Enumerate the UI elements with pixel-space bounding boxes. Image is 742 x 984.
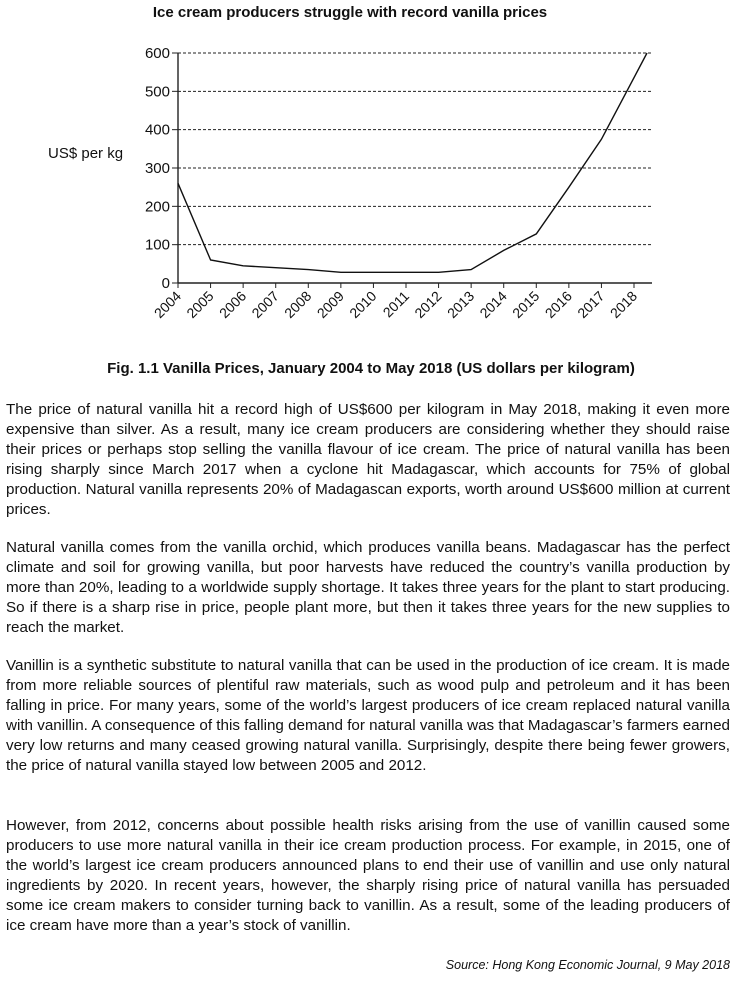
article-paragraph-4: However, from 2012, concerns about possible health risks arising from the use of vanillin caused some producers to use more natural vanilla in their ice cream production process. For example, in 2015, one of the world’s largest ice cream producers announced plans to end their use of vanillin and use only natural ingredients by 2020. In recent years, however, the sharply rising price of natural vanilla has persuaded some ice cream makers to consider turning back to vanillin. As a result, some of the leading producers of ice cream have more than a year’s stock of vanillin. (6, 817, 730, 934)
x-tick-label-2016: 2016 (541, 287, 575, 322)
chart-gridlines (178, 53, 652, 245)
vanilla-price-chart (0, 30, 742, 350)
x-tick-labels (151, 288, 640, 321)
x-tick-label-2011: 2011 (379, 287, 413, 321)
y-tick-labels (145, 45, 170, 292)
x-tick-label-2005: 2005 (183, 287, 217, 322)
x-tick-label-2007: 2007 (248, 287, 282, 322)
article-paragraph-1: The price of natural vanilla hit a record high of US$600 per kilogram in May 2018, making it even more expensive than silver. As a result, many ice cream producers are considering whether they should raise their prices or perhaps stop selling the vanilla flavour of ice cream. The price of natural vanilla has been rising sharply since March 2017 when a cyclone hit Madagascar, which accounts for 75% of global production. Natural vanilla represents 20% of Madagascan exports, worth around US$600 million at current prices. (6, 401, 730, 518)
x-tick-label-2006: 2006 (215, 287, 250, 322)
x-tick-label-2018: 2018 (606, 287, 641, 322)
x-tick-label-2017: 2017 (574, 287, 608, 322)
article-paragraph-2: Natural vanilla comes from the vanilla orchid, which produces vanilla beans. Madagascar has the perfect climate and soil for growing vanilla, but poor harvests have reduced the country’s vanilla production by more than 20%, leading to a worldwide supply shortage. It takes three years for the plant to start producing. So if there is a sharp rise in price, people plant more, but then it takes three years for the new supplies to reach the market. (6, 539, 730, 636)
x-tick-label-2008: 2008 (281, 287, 315, 322)
x-tick-label-2015: 2015 (509, 287, 543, 322)
y-tick-label-500: 500 (144, 83, 170, 101)
x-tick-label-2004: 2004 (150, 287, 185, 322)
y-tick-label-100: 100 (144, 236, 170, 254)
figure-caption: Fig. 1.1 Vanilla Prices, January 2004 to May 2018 (US dollars per kilogram) (107, 360, 635, 377)
y-tick-label-400: 400 (144, 121, 170, 139)
source-citation: Source: Hong Kong Economic Journal, 9 May 2018 (445, 958, 730, 972)
x-tick-label-2012: 2012 (411, 287, 445, 322)
x-tick-label-2013: 2013 (443, 287, 478, 322)
x-tick-label-2010: 2010 (346, 287, 380, 322)
chart-series (178, 53, 647, 272)
chart-title: Ice cream producers struggle with record vanilla prices (152, 4, 548, 21)
y-tick-label-200: 200 (144, 198, 170, 216)
y-axis-label: US$ per kg (48, 145, 124, 162)
x-tick-label-2009: 2009 (313, 287, 347, 322)
series-line-vanilla-price (178, 53, 647, 272)
x-tick-label-2014: 2014 (476, 287, 510, 322)
y-tick-label-300: 300 (144, 160, 170, 177)
y-tick-label-600: 600 (144, 45, 170, 62)
article-paragraph-3: Vanillin is a synthetic substitute to natural vanilla that can be used in the production of ice cream. It is made from more reliable sources of plentiful raw materials, such as wood pulp and petroleum and it has been falling in price. For many years, some of the world’s largest producers of ice cream replaced natural vanilla with vanillin. A consequence of this falling demand for natural vanilla was that Madagascar’s farmers earned very low returns and many ceased growing natural vanilla. Surprisingly, despite there being fewer growers, the price of natural vanilla stayed low between 2005 and 2012. (6, 657, 730, 774)
y-tick-label-0: 0 (161, 275, 170, 292)
